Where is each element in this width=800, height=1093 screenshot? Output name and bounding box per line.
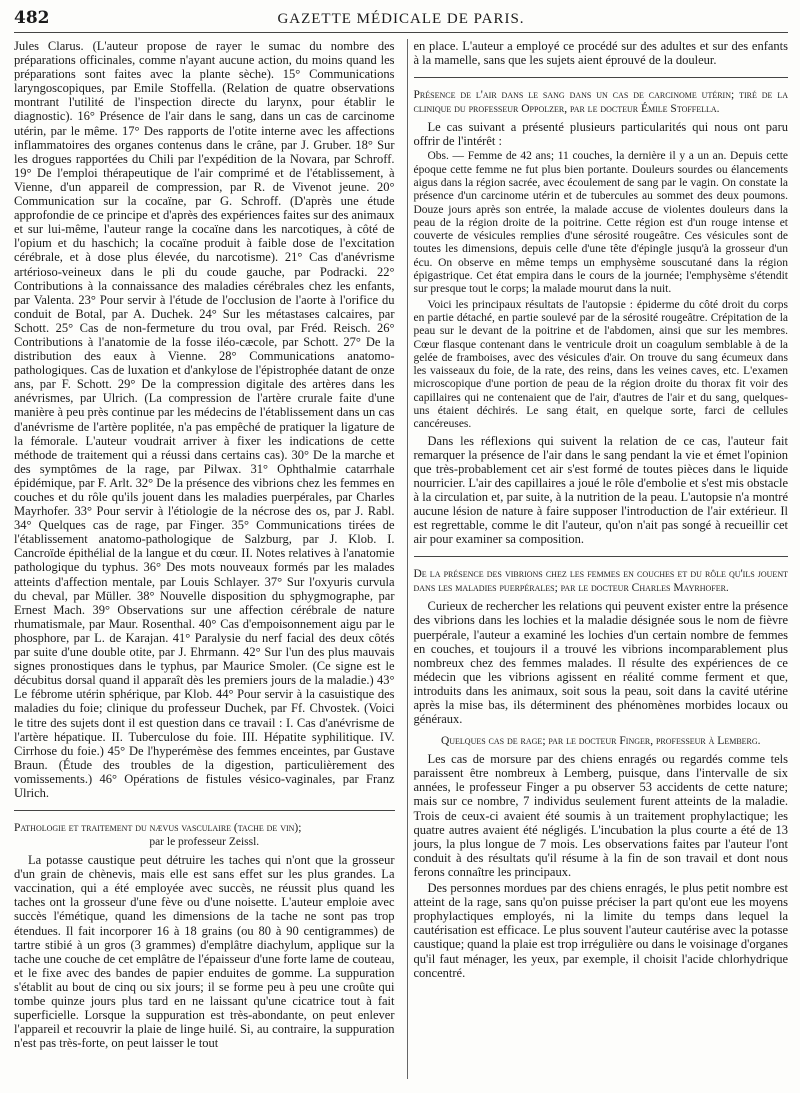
journal-title: GAZETTE MÉDICALE DE PARIS.	[277, 11, 525, 27]
left-column	[14, 39, 395, 1079]
section-heading-rage	[414, 734, 789, 748]
page-number: 482	[14, 8, 50, 28]
divider	[414, 556, 789, 557]
columns	[14, 39, 788, 1079]
rage-paragraph-1: Les cas de morsure par des chiens enragés ou regardés comme tels paraissent être nombreux à Lemberg, puisque, dans l'intervalle de six années, le professeur Finger a pu observer 53 accidents de cette nature; mais sur ce nombre, 7 individus seulement furent atteints de la maladie. Trois de ceux-ci avaient été soumis à un traitement prophylactique; les quatre autres avaient été négligés. L'incubation la plus courte a été de 13 jours, la plus longue de 7 mois. Les observations faites par l'auteur l'ont conduit à des résultats qu'il résume à la fin de son travail et dont nous ferons connaître les principaux.	[413, 752, 788, 879]
heading-author: par le professeur Zeissl.	[149, 836, 260, 849]
rage-paragraph-2: Des personnes mordues par des chiens enragés, le plus petit nombre est atteint de la rage, sans qu'on puisse préciser la part qu'ont eue les moyens prophylactiques employés, ni la limite du temps dans lequel la cautérisation est efficace. Le plus souvent l'auteur cautérise avec la potasse caustique; quand la plaie est trop irrégulière ou dans le voisinage d'organes qu'il faut ménager, les yeux, par exemple, il choisit l'acide chlorhydrique concentré.	[413, 881, 788, 980]
reflection-paragraph: Dans les réflexions qui suivent la relation de ce cas, l'auteur fait remarquer la présence de l'air dans le sang pendant la vie et émet l'opinion que très-probablement cet air s'est formé de toutes pièces dans le liquide nourricier. L'air des capillaires a joué le rôle d'embolie et s'est mis obstacle à la circulation et, par suite, à la nutrition de la peau. L'autopsie n'a montré aucune lésion de nature à faire supposer l'introduction de l'air extérieur. Il est regrettable, comme le dit l'auteur, qu'on n'ait pas songé à recueillir cet air pour examiner sa composition.	[413, 433, 788, 547]
heading-title: Quelques cas de rage; par le docteur Finger, professeur à Lemberg.	[440, 735, 761, 748]
intro-paragraph: Le cas suivant a présenté plusieurs particularités qui nous ont paru offrir de l'intérêt :	[413, 120, 788, 149]
naevus-paragraph: La potasse caustique peut détruire les taches qui n'ont que la grosseur d'un grain de chènevis, mais elle est sans effet sur les plus grandes. La vaccination, qui a été employée avec succès, ne réussit plus quand les taches ont la grosseur d'une fève ou d'une noisette. L'auteur emploie avec succès l'émétique, quand les dimensions de la tache ne sont pas trop étendues. Il fait incorporer 16 à 18 grains (ou 80 à 90 centigrammes) de tartre stibié à un gros (3 grammes) d'emplâtre diachylum, applique sur la tache une couche de cet emplâtre de l'épaisseur d'une forte lame de couteau, et le fixe avec des bandes de papier enduites de gomme. La suppuration s'établit au bout de cinq ou six jours; il se forme peu à peu une croûte qui tombe quinze jours plus tard en ne laissant qu'une cicatrice tout à fait superficielle. Lorsque la suppuration est très-abondante, on peut enlever l'appareil et recouvrir la plaie de linge huilé. Si, au contraire, la suppuration n'est pas très-forte, on peut laisser le tout	[14, 853, 395, 1051]
heading-title: Pathologie et traitement du nævus vasculaire (tache de vin);	[14, 822, 302, 835]
autopsy-paragraph: Voici les principaux résultats de l'autopsie : épiderme du côté droit du corps en partie détaché, en partie soulevé par de la sérosité rougeâtre. Crépitation de la peau sur le devant de la poitrine et de l'abdomen, ainsi que sur les membres. Cœur flasque contenant dans le ventricule droit un coagulum semblable à de la gelée de framboises, avec des vésicules d'air. On trouve du sang écumeux dans les vaisseaux du foie, de la rate, des reins, dans les veines caves, etc. L'examen microscopique d'une portion de peau de la région droite du thorax fit voir des capillaires qui ne contenaient que de l'air, d'autres de l'air et du sang, quelques-uns étaient déchirés. Le sang était, en quelque sorte, farci de cellules cancéreuses.	[413, 298, 788, 431]
section-heading-air	[414, 88, 789, 116]
vibrions-paragraph: Curieux de rechercher les relations qui peuvent exister entre la présence des vibrions dans les lochies et la maladie désignée sous le nom de fièvre puerpérale, l'auteur a examiné les lochies d'un certain nombre de femmes en couches, et toujours il a trouvé les vibrions incomparablement plus nombreux chez des femmes malades. Il résulte des expériences de ce médecin que les vibrions agissent en réalité comme ferment et que, introduits dans les animaux, soit sous la peau, soit dans la cavité utérine après la mise bas, ils déterminent des phénomènes morbides locaux ou généraux.	[413, 599, 788, 727]
right-column	[407, 39, 789, 1079]
article-list-paragraph: Jules Clarus. (L'auteur propose de rayer le sumac du nombre des préparations officinales, comme n'ayant aucune action, du moins quand les préparations sont faites avec la plante sèche). 15° Communications laryngoscopiques, par Emile Stoffella. (Relation de quatre observations montrant l'utilité de l'inspection directe du larynx, pour établir le diagnostic). 16° Présence de l'air dans le sang, dans un cas de carcinome utérin, par le même. 17° Des rapports de l'otite interne avec les affections inflammatoires des organes contenus dans le crâne, par J. Gruber. 18° Sur les drogues rapportées du Chili par l'expédition de la Novara, par Schroff. 19° De l'emploi thérapeutique de l'air comprimé et de l'établissement, à Vienne, d'un appareil de compression, par R. de Vivenot jeune. 20° Communication sur la cocaïne, par G. Schroff. (D'après une étude approfondie de ce principe et d'après des expériences faites sur des animaux et sur lui-même, l'auteur range la cocaïne dans les narcotiques, à côté de l'opium et du haschich; la cocaïne produit à faible dose de l'excitation cérébrale, et à dose plus élevée, du narcotisme). 21° Cas d'anévrisme artérioso-veineux dans le pli du coude gauche, par Podracki. 22° Contributions à la connaissance des maladies cérébrales chez les enfants, par Valenta. 23° Pour servir à l'étude de l'occlusion de l'aorte à l'orifice du conduit de Botal, par A. Duchek. 24° Sur les métastases calcaires, par Schott. 25° Cas de non-fermeture du trou oval, par Fréd. Reisch. 26° Contributions à l'anatomie de la fosse iléo-cæcole, par Schott. 27° De la distribution des eaux à Vienne. 28° Communications anatomo-pathologiques. Cas de luxation et d'ankylose de l'épistrophée datant de onze ans, par F. Schott. 29° De la compression digitale des artères dans les anévrismes, par Ulrich. (La compression de l'artère crurale faite d'une manière à peu près continue par les médecins de l'établissement dans un cas d'anévrisme de l'artère poplitée, n'a pas empêché de pratiquer la ligature de la fémorale. L'auteur voudrait arriver à fixer les indications de cette méthode de traitement qui a réussi dans certains cas). 30° De la marche et des symptômes de la rage, par Pilwax. 31° Ophthalmie catarrhale épidémique, par F. Arlt. 32° De la présence des vibrions chez les femmes en couches et du rôle qu'ils jouent dans les maladies puerpérales, par Charles Mayrhofer. 33° Pour servir à l'étiologie de la nécrose des os, par J. Rabl. 34° Quelques cas de rage, par Finger. 35° Communications tirées de l'établissement anatomo-pathologique de Salzburg, par J. Klob. I. Cancroïde épithélial de la langue et du cœur. II. Notes relatives à l'anatomie pathologique du typhus. 36° Des mots nouveaux formés par les malades atteints d'affection mentale, par Louis Schlayer. 37° Sur l'oxyuris curvula du cheval, par Müller. 38° Nouvelle disposition du sphygmographe, par Ernest Mach. 39° Observations sur une affection cérébrale de nature rhumatismale, par Maur. Rosenthal. 40° Cas d'empoisonnement aigu par le phosphore, par L. de Karajan. 41° Paralysie du nerf facial des deux côtés par suite d'une double otite, par J. Ehrmann. 42° Sur l'un des plus mauvais signes pronostiques dans le typhus, par Maurice Smoler. (Ce signe est le décubitus dorsal quand il apparaît dès les premiers jours de la maladie.) 43° Le fébrome utérin sphérique, par Klob. 44° Pour servir à la casuistique des maladies du foie; clinique du professeur Duchek, par Ff. Chvostek. (Voici le titre des sujets dont il est question dans ce travail : I. Cas d'anévrisme de l'artère hépatique. II. Tuberculose du foie. III. Hépatite syphilitique. IV. Cirrhose du foie.) 45° De l'hyperémèse des femmes enceintes, par Gustave Braun. (Étude des troubles de la digestion, particulièrement des vomissements.) 46° Opérations de fistules vésico-vaginales, par Franz Ulrich.	[14, 39, 395, 800]
page-header	[14, 8, 788, 33]
observation-paragraph: Obs. — Femme de 42 ans; 11 couches, la dernière il y a un an. Depuis cette époque cette femme ne fut plus bien portante. Douleurs sourdes ou élancements aigus dans la région sacrée, avec écoulement de sang par le vagin. On constate la présence d'un carcinome utérin et de tubercules au sommet des deux poumons. Douze jours après son entrée, la malade accuse de violentes douleurs dans la peau de la région droite de la poitrine. Cette région est d'un rouge intense et couverte de vésicules remplies d'une sérosité rougeâtre. Ces vésicules sont de toutes les dimensions, depuis celle d'une tête d'épingle jusqu'à la grosseur d'un écu. On observe en même temps un emphysème souscutané dans la région épigastrique. Cet état empira dans le cours de la journée; l'emphysème s'étendit sur presque tout le corps; la malade mourut dans la nuit.	[413, 150, 788, 296]
divider	[14, 810, 395, 811]
divider	[414, 77, 789, 78]
continued-paragraph: en place. L'auteur a employé ce procédé sur des adultes et sur des enfants à la mamelle, sans que les sujets aient éprouvé de la douleur.	[413, 39, 788, 68]
section-heading-vibrions	[414, 567, 789, 595]
heading-title: Présence de l'air dans le sang dans un cas de carcinome utérin; tiré de la clinique du professeur Oppolzer, par le docteur Émile Stoffella.	[413, 89, 788, 116]
heading-title: De la présence des vibrions chez les femmes en couches et du rôle qu'ils jouent dans les maladies puerpérales; par le docteur Charles Mayrhofer.	[413, 568, 788, 595]
section-heading-naevus	[14, 821, 395, 849]
